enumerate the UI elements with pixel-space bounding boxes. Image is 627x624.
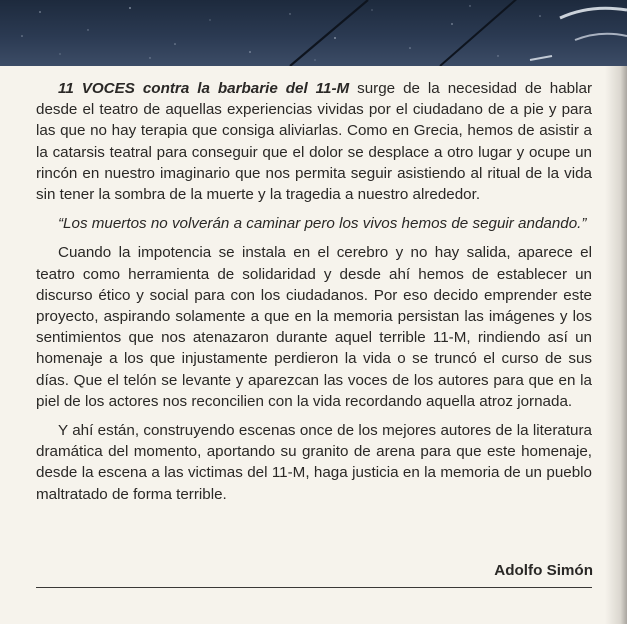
lead-paragraph bbox=[36, 78, 592, 205]
footer-divider bbox=[36, 587, 592, 588]
quote-paragraph: “Los muertos no volverán a caminar pero los vivos hemos de seguir andando.” bbox=[58, 215, 587, 233]
project-title: 11 VOCES contra la barbarie del 11-M bbox=[58, 80, 350, 97]
page-edge-shadow bbox=[605, 66, 627, 624]
second-paragraph: Cuando la impotencia se instala en el cerebro y no hay salida, aparece el teatro como herramienta de solidaridad y desde ahí hemos de establecer un discurso ético y social para con los ciudadanos. Por eso decido emprender este proyecto, aspirando solamente a que en la memoria persistan las imágenes y los sentimientos que nos atenazaron durante aquel terrible 11-M, rindiendo así un homenaje a los que injustamente perdieron la vida o se truncó el curso de sus días. Que el telón se levante y aparezcan las voces de los autores para que en la piel de los actores nos reconcilien con la vida recordando aquella atroz jornada. bbox=[36, 244, 592, 410]
lead-paragraph-text: surge de la necesidad de hablar desde el teatro de aquellas experiencias vividas por el ciudadano de a pie y para las que no hay terapia que consiga aliviarlas. Como en Grecia, hemos de asistir a la catarsis teatral para conseguir que el dolor se desplace a otro lugar y ocupe un rincón en nuestro imaginario que nos permita seguir asistiendo al ritual de la vida sin tener la sombra de la muerte y la tragedia a nuestro alrededor. bbox=[36, 80, 592, 204]
header-decoration bbox=[0, 0, 627, 66]
article-body bbox=[36, 78, 592, 513]
header-image-band bbox=[0, 0, 627, 66]
author-signature: Adolfo Simón bbox=[494, 562, 593, 579]
third-paragraph: Y ahí están, construyendo escenas once de los mejores autores de la literatura dramática del momento, aportando su granito de arena para que este homenaje, desde la escena a las victimas del 11-M, haga justicia en la memoria de un pueblo maltratado de forma terrible. bbox=[36, 422, 592, 503]
